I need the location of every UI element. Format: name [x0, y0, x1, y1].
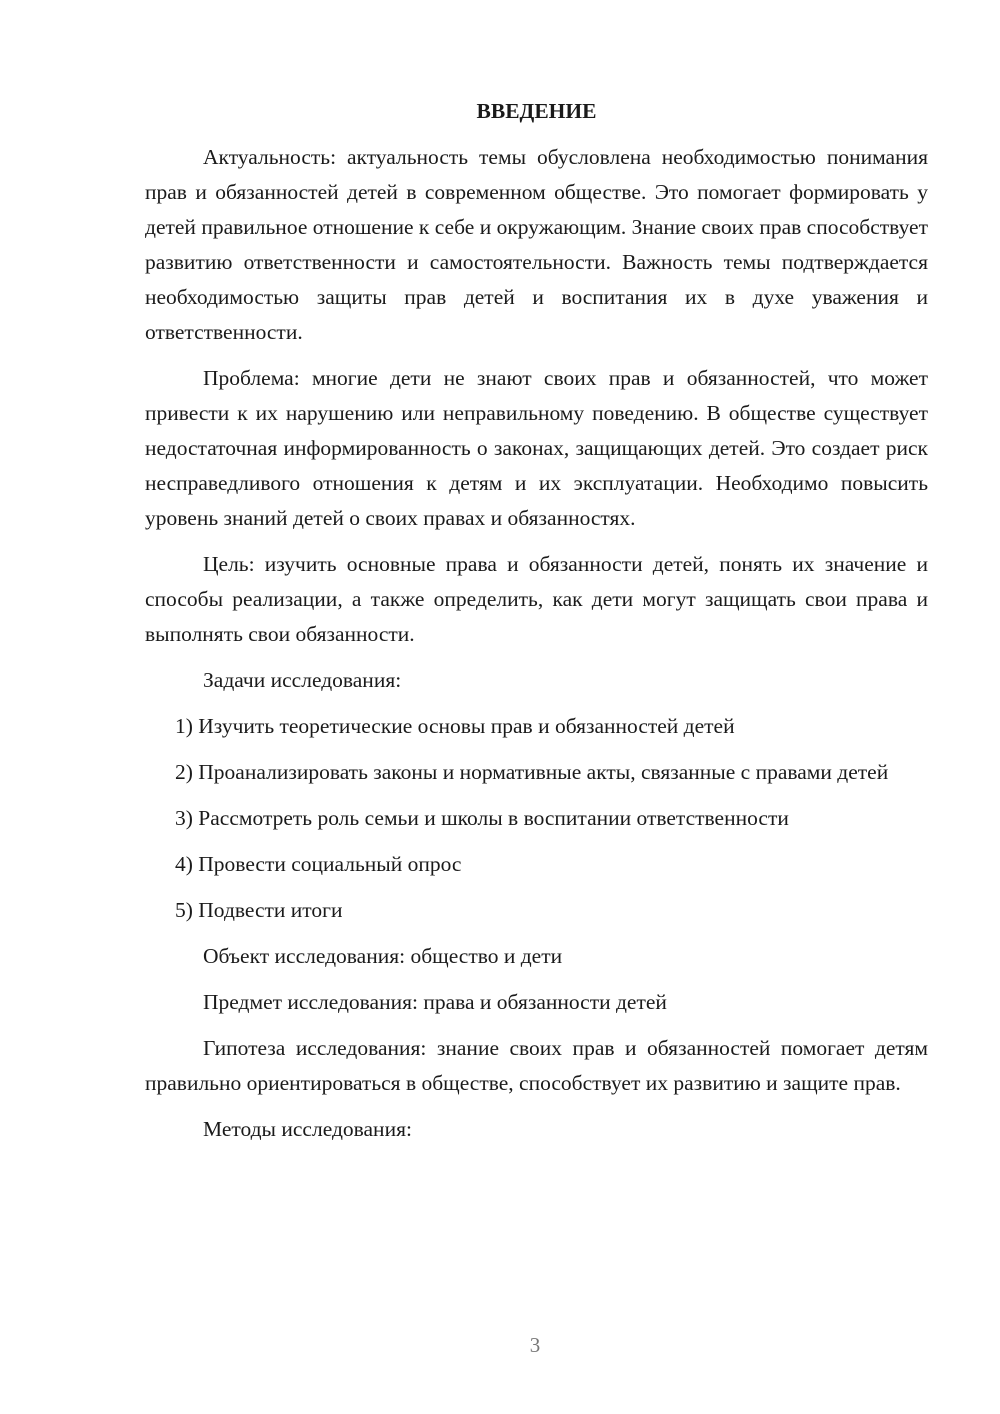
section-heading: ВВЕДЕНИЕ — [476, 99, 597, 123]
methods-label: Методы исследования: — [203, 1117, 412, 1141]
page-number: 3 — [529, 1333, 541, 1357]
relevance-paragraph: Актуальность: актуальность темы обусловлена необходимостью понимания прав и обязанностей детей в современном обществе. Это помогает формировать у детей правильное отношение к себе и окружающим. Знание своих прав способствует развитию ответственности и самостоятельности. Важность темы подтверждается необходимостью защиты прав детей и воспитания их в духе уважения и ответственности. — [145, 145, 928, 344]
tasks-list — [145, 709, 928, 928]
goal-paragraph: Цель: изучить основные права и обязанности детей, понять их значение и способы реализации, а также определить, как дети могут защищать свои права и выполнять свои обязанности. — [145, 552, 928, 646]
page-content — [145, 96, 928, 1158]
subject-line: Предмет исследования: права и обязанности детей — [203, 990, 667, 1014]
tasks-label: Задачи исследования: — [203, 668, 402, 692]
hypothesis-paragraph: Гипотеза исследования: знание своих прав и обязанностей помогает детям правильно ориентироваться в обществе, способствует их развитию и защите прав. — [145, 1036, 928, 1095]
task-item: 4) Провести социальный опрос — [175, 852, 462, 876]
task-item: 1) Изучить теоретические основы прав и обязанностей детей — [175, 714, 735, 738]
task-item: 3) Рассмотреть роль семьи и школы в воспитании ответственности — [175, 806, 789, 830]
task-item: 5) Подвести итоги — [175, 898, 343, 922]
problem-paragraph: Проблема: многие дети не знают своих прав и обязанностей, что может привести к их нарушению или неправильному поведению. В обществе существует недостаточная информированность о законах, защищающих детей. Это создает риск несправедливого отношения к детям и их эксплуатации. Необходимо повысить уровень знаний детей о своих правах и обязанностях. — [145, 366, 928, 530]
task-item: 2) Проанализировать законы и нормативные акты, связанные с правами детей — [175, 760, 889, 784]
object-line: Объект исследования: общество и дети — [203, 944, 563, 968]
